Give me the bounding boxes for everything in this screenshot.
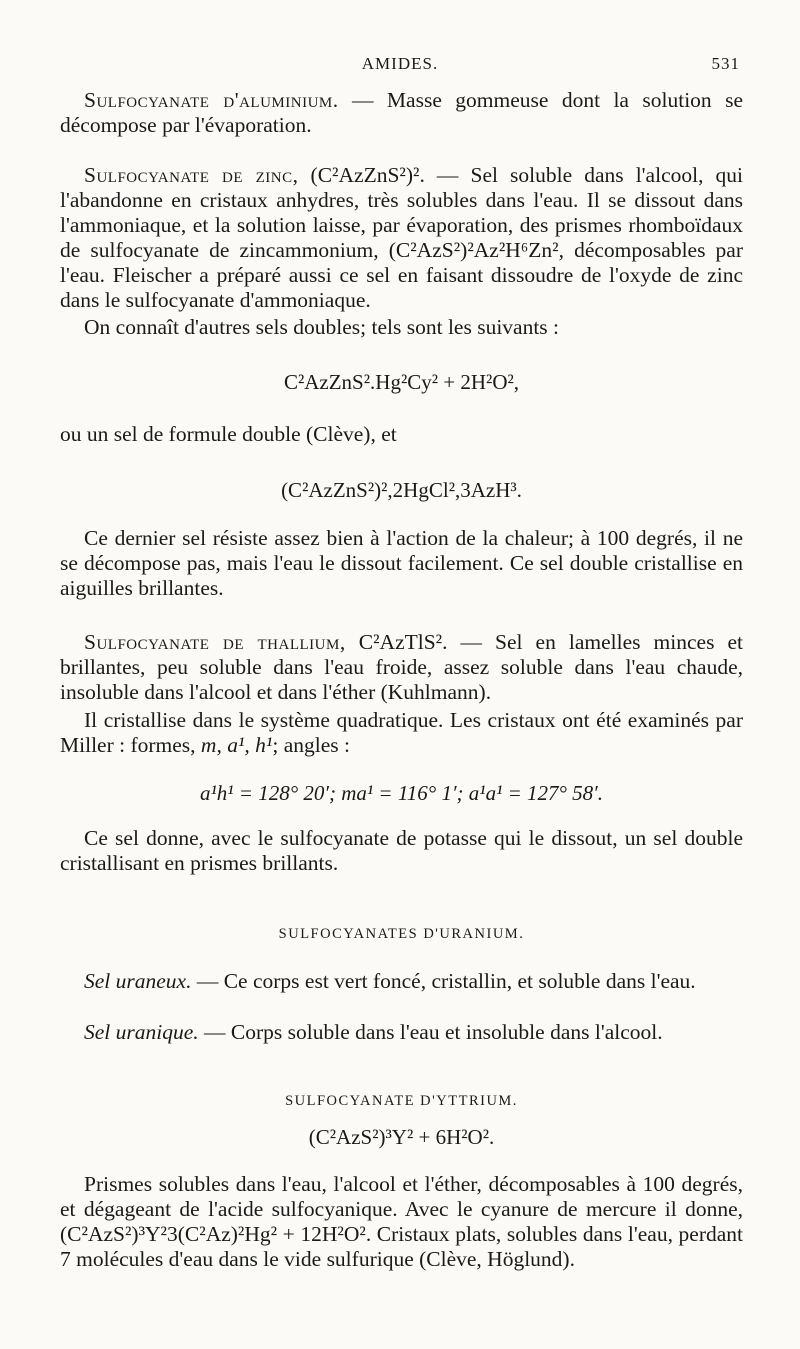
paragraph-aluminium xyxy=(60,88,743,138)
subheading-uranium: SULFOCYANATES D'URANIUM. xyxy=(278,926,525,942)
paragraph-thallium xyxy=(60,630,743,705)
subheading-yttrium: SULFOCYANATE D'YTTRIUM. xyxy=(285,1093,518,1109)
double-formula-text: ou un sel de formule double (Clève), et xyxy=(60,422,397,446)
zinc-formula: (C²AzZnS²)². xyxy=(298,163,437,187)
formula-double-salt-2: (C²AzZnS²)²,2HgCl²,3AzH³. xyxy=(281,478,522,502)
paragraph-zinc xyxy=(60,163,743,313)
crystal-text-b: ; angles : xyxy=(272,733,350,757)
heat-resistance-text: Ce dernier sel résiste assez bien à l'action de la chaleur; à 100 degrés, il ne se décompose pas, mais l'eau le dissout facilement. Ce sel double cristallise en aiguilles brillantes. xyxy=(60,526,743,600)
heading-zinc: Sulfocyanate de zinc, xyxy=(84,163,299,187)
double-salts-text: On connaît d'autres sels doubles; tels sont les suivants : xyxy=(84,315,560,339)
crystal-text-a: Il cristallise dans le système quadratique. Les cristaux ont été examinés par Miller : formes, xyxy=(60,708,743,757)
paragraph-crystal-system xyxy=(60,708,743,758)
formula-angles: a¹h¹ = 128° 20′; ma¹ = 116° 1′; a¹a¹ = 127° 58′. xyxy=(199,781,604,805)
paragraph-double-salts xyxy=(60,315,743,340)
uraneux-text: — Ce corps est vert foncé, cristallin, et soluble dans l'eau. xyxy=(191,969,696,993)
term-uraneux: Sel uraneux. xyxy=(84,969,192,993)
paragraph-uraneux xyxy=(60,969,743,994)
thallium-text: C²AzTlS². — Sel en lamelles minces et brillantes, peu soluble dans l'eau froide, assez soluble dans l'eau chaude, insoluble dans l'alcool et dans l'éther (Kuhlmann). xyxy=(60,630,743,704)
crystal-forms: m, a¹, h¹ xyxy=(200,733,273,757)
paragraph-double-formula xyxy=(60,422,743,447)
heading-thallium: Sulfocyanate de thallium, xyxy=(84,630,346,654)
paragraph-heat-resistance xyxy=(60,526,743,601)
running-header xyxy=(60,54,740,84)
aluminium-text: — Masse gommeuse dont la solution se décompose par l'évaporation. xyxy=(60,88,743,137)
formula-double-salt-1: C²AzZnS².Hg²Cy² + 2H²O², xyxy=(283,370,520,394)
zinc-text: — Sel soluble dans l'alcool, qui l'abandonne en cristaux anhydres, très solubles dans l'eau. Il se dissout dans l'ammoniaque, et la solution laisse, par évaporation, des prismes rhomboïdaux de sulfocyanate de zincammonium, (C²AzS²)²Az²H⁶Zn², décomposables par l'eau. Fleischer a préparé aussi ce sel en faisant dissoudre de l'oxyde de zinc dans le sulfocyanate d'ammoniaque. xyxy=(60,163,744,312)
yttrium-text: Prismes solubles dans l'eau, l'alcool et l'éther, décomposables à 100 degrés, et dégageant de l'acide sulfocyanique. Avec le cyanure de mercure il donne, (C²AzS²)³Y²3(C²Az)²Hg² + 12H²O². Cristaux plats, solubles dans l'eau, perdant 7 molécules d'eau dans le vide sulfurique (Clève, Höglund). xyxy=(60,1172,743,1271)
heading-aluminium: Sulfocyanate d'aluminium. xyxy=(84,88,339,112)
page-number: 531 xyxy=(711,54,740,73)
running-title: AMIDES. xyxy=(361,54,439,73)
paragraph-uranique xyxy=(60,1020,743,1045)
term-uranique: Sel uranique. xyxy=(84,1020,199,1044)
paragraph-yttrium xyxy=(60,1172,743,1272)
paragraph-potash-double xyxy=(60,826,743,876)
formula-yttrium: (C²AzS²)³Y² + 6H²O². xyxy=(308,1125,495,1149)
potash-double-text: Ce sel donne, avec le sulfocyanate de potasse qui le dissout, un sel double cristallisant en prismes brillants. xyxy=(60,826,743,875)
uranique-text: — Corps soluble dans l'eau et insoluble dans l'alcool. xyxy=(198,1020,663,1044)
